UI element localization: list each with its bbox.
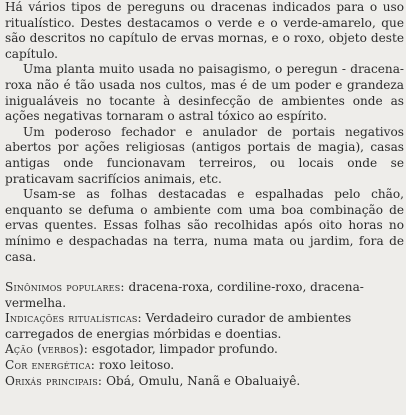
book-page	[5, 0, 404, 389]
entry-action	[5, 342, 404, 358]
entry-orixas	[5, 374, 404, 390]
entry-indications-value: Verdadeiro curador de ambientes carregados de energias mórbidas e doentias.	[5, 311, 352, 341]
entry-action-label: Ação (verbos):	[5, 342, 89, 357]
entry-synonyms	[5, 280, 404, 311]
entry-synonyms-value: dracena-roxa, cordiline-roxo, dracena-vermelha.	[5, 280, 364, 310]
entry-orixas-label: Orixás principais:	[5, 373, 103, 388]
paragraph-landscaping: Uma planta muito usada no paisagismo, o peregun - dracena-roxa não é tão usada nos cultos, mas é de um poder e grandeza inigualáveis no tocante à desinfecção de ambientes onde as ações negativas tornaram o astral tóxico ao espírito.	[5, 62, 404, 124]
entry-indications-label: Indicações ritualísticas:	[5, 311, 142, 326]
entry-orixas-value: Obá, Omulu, Nanã e Obaluaiyê.	[106, 373, 301, 388]
entry-color-value: roxo leitoso.	[98, 358, 175, 373]
entry-action-value: esgotador, limpador profundo.	[91, 342, 278, 357]
entry-indications	[5, 311, 404, 342]
section-gap	[5, 265, 404, 280]
entry-synonyms-label: Sinônimos populares:	[5, 280, 125, 295]
paragraph-portals: Um poderoso fechador e anulador de portais negativos abertos por ações religiosas (antigos portais de magia), casas antigas onde funcionavam terreiros, ou locais onde se praticavam sacrifícios animais, etc.	[5, 124, 404, 186]
entry-color	[5, 358, 404, 374]
paragraph-usage: Usam-se as folhas destacadas e espalhadas pelo chão, enquanto se defuma o ambiente com uma boa combinação de ervas quentes. Essas folhas são recolhidas após oito horas no mínimo e despachadas na terra, numa mata ou jardim, fora de casa.	[5, 187, 404, 264]
entry-color-label: Cor energética:	[5, 358, 96, 373]
paragraph-intro: Há vários tipos de pereguns ou dracenas indicados para o uso ritualístico. Destes destacamos o verde e o verde-amarelo, que são descritos no capítulo de ervas mornas, e o roxo, objeto deste capítulo.	[5, 0, 404, 61]
